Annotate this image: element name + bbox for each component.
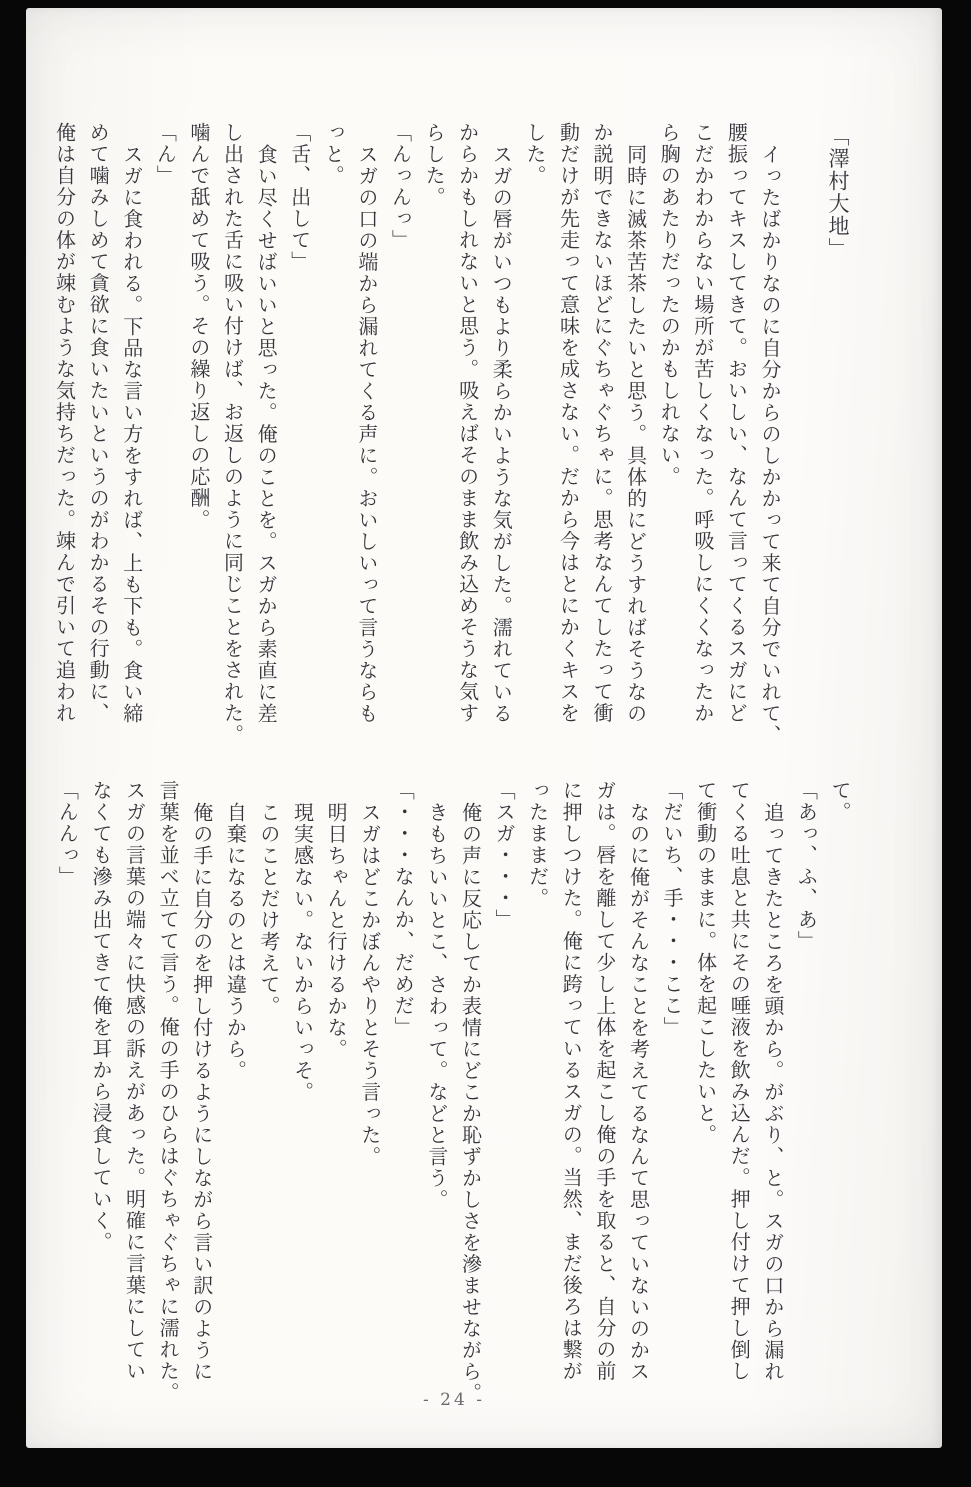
book-page bbox=[26, 8, 942, 1448]
text-line: 俺は自分の体が竦むような気持ちだった。竦んで引いて追われ bbox=[52, 122, 77, 724]
text-line: スガはどこかぼんやりとそう言った。 bbox=[357, 802, 382, 1168]
text-line: っと。 bbox=[321, 122, 346, 187]
text-line: か説明できないほどにぐちゃぐちゃに。思考なんてしたって衝 bbox=[590, 122, 615, 724]
text-line: スガに食われる。下品な言い方をすれば、上も下も。食い締 bbox=[119, 144, 144, 725]
text-line: 「あっ、ふ、あ」 bbox=[794, 780, 819, 952]
text-line: 俺の手に自分のを押し付けるようにしながら言い訳のように bbox=[189, 802, 214, 1383]
text-line: ら胸のあたりだったのかもしれない。 bbox=[657, 122, 682, 488]
text-line: 「舌、出して」 bbox=[287, 122, 312, 273]
text-line: 言葉を並べ立てて言う。俺の手のひらはぐちゃぐちゃに濡れた。 bbox=[156, 780, 181, 1404]
text-line: らした。 bbox=[422, 122, 447, 208]
text-line: こだかわからない場所が苦しくなった。呼吸しにくくなったか bbox=[690, 122, 715, 724]
text-line: 俺の声に反応してか表情にどこか恥ずかしさを滲ませながら。 bbox=[458, 802, 483, 1404]
text-line: て。 bbox=[828, 780, 852, 823]
text-line: スガの唇がいつもより柔らかいような気がした。濡れている bbox=[489, 144, 514, 725]
text-line: 自棄になるのとは違うから。 bbox=[223, 802, 248, 1082]
text-line: 「ん」 bbox=[153, 122, 178, 187]
text-line: 「んんっ」 bbox=[55, 780, 80, 888]
text-line: なくても滲み出てきて俺を耳から浸食していく。 bbox=[88, 780, 113, 1253]
text-line: スガの言葉の端々に快感の訴えがあった。明確に言葉にしてい bbox=[122, 780, 147, 1382]
text-line: 現実感ない。ないからいっそ。 bbox=[290, 802, 315, 1103]
text-line: 噛んで舐めて吸う。その繰り返しの応酬。 bbox=[186, 122, 211, 531]
text-line: 追ってきたところを頭から。がぶり、と。スガの口から漏れ bbox=[760, 802, 785, 1383]
text-line: 「スガ・・・」 bbox=[492, 780, 517, 931]
text-line: なのに俺がそんなことを考えてるなんて思っていないのかス bbox=[626, 802, 651, 1383]
text-line: 「だいち、手・・・ここ」 bbox=[660, 780, 685, 1038]
text-line: めて噛みしめて貪欲に食いたいというのがわかるその行動に、 bbox=[86, 122, 111, 724]
text-line: 動だけが先走って意味を成さない。だから今はとにかくキスを bbox=[556, 122, 581, 724]
text-line: 「んっんっ」 bbox=[388, 122, 413, 251]
text-line: スガの口の端から漏れてくる声に。おいしいって言うならも bbox=[354, 144, 379, 725]
text-line: 腰振ってキスしてきて。おいしい、なんて言ってくるスガにど bbox=[724, 122, 749, 724]
title-text: 「澤村大地」 bbox=[826, 125, 850, 260]
text-line: きもちいいとこ、さわって。などと言う。 bbox=[424, 802, 449, 1211]
text-line: ガは。唇を離して少し上体を起こし俺の手を取ると、自分の前 bbox=[592, 780, 617, 1382]
upper-text-block bbox=[47, 122, 786, 746]
text-line: からかもしれないと思う。吸えばそのまま飲み込めそうな気す bbox=[455, 122, 480, 724]
text-line: し出された舌に吸い付けば、お返しのように同じことをされた。 bbox=[220, 122, 245, 746]
text-line: 同時に滅茶苦茶したいと思う。具体的にどうすればそうなの bbox=[623, 144, 648, 725]
text-line: 明日ちゃんと行けるかな。 bbox=[324, 802, 349, 1060]
text-line: このことだけ考えて。 bbox=[256, 802, 281, 1017]
text-line: した。 bbox=[522, 122, 547, 187]
text-line: 「・・・なんか、だめだ」 bbox=[391, 780, 416, 1038]
text-line: てくる吐息と共にその唾液を飲み込んだ。押し付けて押し倒し bbox=[727, 780, 752, 1382]
character-pov-title bbox=[820, 125, 854, 260]
text-line: て衝動のままに。体を起こしたいと。 bbox=[693, 780, 718, 1146]
text-line: に押しつけた。俺に跨っているスガの。当然、まだ後ろは繋が bbox=[559, 780, 584, 1382]
text-line: イったばかりなのに自分からのしかかって来て自分でいれて、 bbox=[758, 144, 782, 746]
page-number: - 24 - bbox=[423, 1390, 485, 1410]
text-line: 食い尽くせばいいと思った。俺のことを。スガから素直に差 bbox=[254, 144, 279, 725]
text-line: ったままだ。 bbox=[525, 780, 550, 909]
